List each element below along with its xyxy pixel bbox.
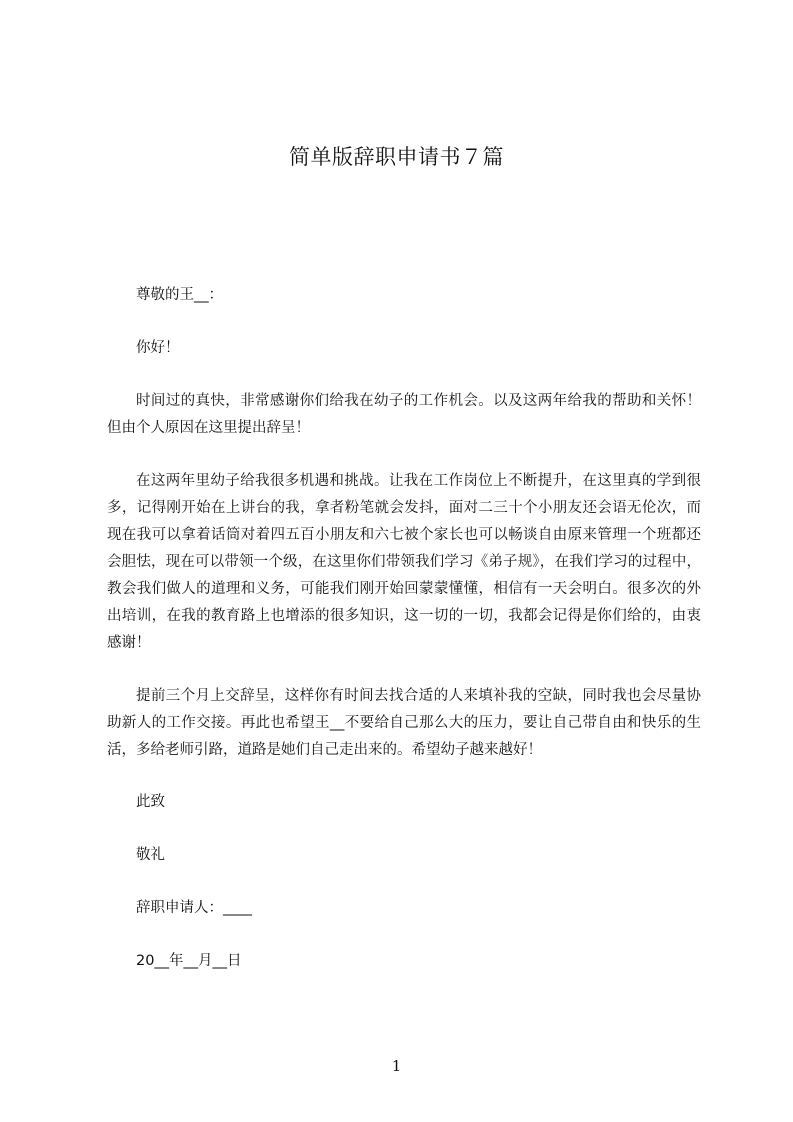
paragraph-2: 在这两年里幼子给我很多机遇和挑战。让我在工作岗位上不断提升，在这里真的学到很多，记得刚开始在上讲台的我，拿者粉笔就会发抖，面对二三十个小朋友还会语无伦次，而现在我可以拿着话筒对着四五百小朋友和六七被个家长也可以畅谈自由原来管理一个班都还会胆怯，现在可以带领一个级，在这里你们带领我们学习《弟子规》，在我们学习的过程中，教会我们做人的道理和义务，可能我们刚开始回蒙蒙懂懂，相信有一天会明白。很多次的外出培训，在我的教育路上也增添的很多知识，这一切的一切，我都会记得是你们给的，由衷感谢！ — [107, 473, 701, 651]
greeting: 你好！ — [136, 340, 180, 356]
salutation: 尊敬的王__： — [136, 287, 223, 303]
closing-jing-li: 敬礼 — [136, 847, 165, 863]
closing-ci-zhi: 此致 — [136, 794, 165, 810]
letter-body — [107, 282, 701, 1001]
document-title: 简单版辞职申请书７篇 — [289, 145, 504, 169]
paragraph-1: 时间过的真快，非常感谢你们给我在幼子的工作机会。以及这两年给我的帮助和关怀！但由个人原因在这里提出辞呈！ — [107, 393, 701, 436]
paragraph-3: 提前三个月上交辞呈，这样你有时间去找合适的人来填补我的空缺，同时我也会尽量协助新人的工作交接。再此也希望王__不要给自己那么大的压力，要让自己带自由和快乐的生活，多给老师引路，道路是她们自己走出来的。希望幼子越来越好！ — [107, 688, 701, 758]
signature-line: 辞职申请人：____ — [136, 900, 252, 916]
date-line: 20__年__月__日 — [136, 953, 242, 969]
page-number: 1 — [391, 1057, 402, 1075]
